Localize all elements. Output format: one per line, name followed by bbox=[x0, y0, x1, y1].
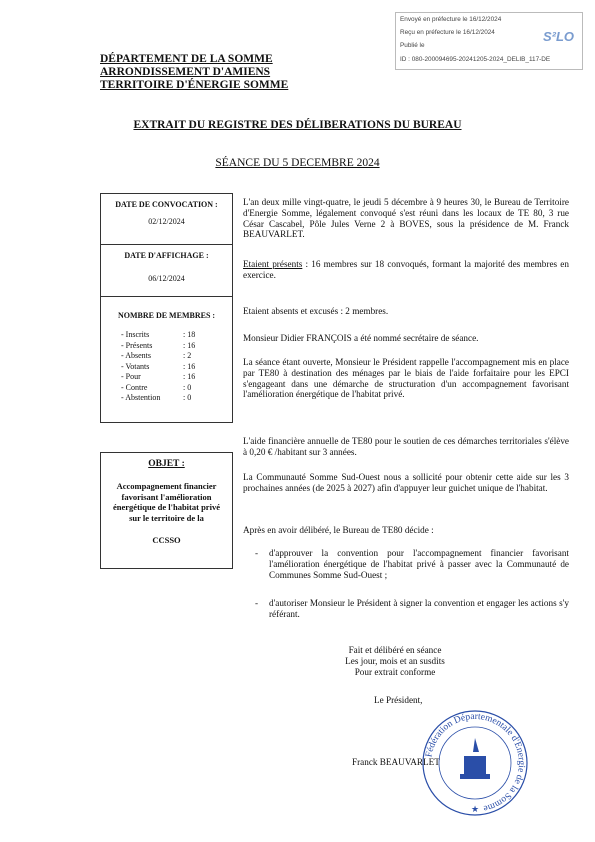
stamp-sent: Envoyé en préfecture le 16/12/2024 bbox=[400, 16, 502, 23]
stamp-id: ID : 080-200094695-20241205-2024_DELIB_117-DE bbox=[400, 56, 551, 63]
decision-item-2: - d'autoriser Monsieur le Président à signer la convention et engager les actions s'y référant. bbox=[255, 598, 569, 619]
president-title: Le Président, bbox=[374, 695, 423, 705]
prefecture-stamp bbox=[395, 12, 583, 70]
paragraph-secretary: Monsieur Didier FRANÇOIS a été nommé secrétaire de séance. bbox=[243, 333, 479, 343]
stamp-received: Reçu en préfecture le 16/12/2024 bbox=[400, 29, 495, 36]
paragraph-decision: Après en avoir délibéré, le Bureau de TE80 décide : bbox=[243, 525, 434, 535]
paragraph-request: La Communauté Somme Sud-Ouest nous a sollicité pour obtenir cette aide sur les 3 prochaines années (de 2025 à 2027) afin d'appuyer leur guichet unique de l'habitat. bbox=[243, 472, 569, 493]
seance-date: SÉANCE DU 5 DECEMBRE 2024 bbox=[215, 157, 380, 169]
presents-label: Etaient présents bbox=[243, 259, 303, 269]
objet-ccsso: CCSSO bbox=[152, 535, 181, 545]
closing-block bbox=[320, 645, 470, 678]
seal-emblem-icon bbox=[460, 738, 490, 779]
header-line-3: TERRITOIRE D'ÉNERGIE SOMME bbox=[100, 79, 289, 91]
paragraph-absents: Etaient absents et excusés : 2 membres. bbox=[243, 306, 389, 316]
members-title: NOMBRE DE MEMBRES : bbox=[117, 311, 216, 320]
member-row-presents: - Présents : 16 bbox=[121, 340, 196, 350]
federation-seal bbox=[420, 708, 530, 818]
objet-text: Accompagnement financier favorisant l'amélioration énergétique de l'habitat privé sur le territoire de la bbox=[113, 481, 220, 523]
paragraph-presents bbox=[243, 259, 569, 281]
member-row-inscrits: - Inscrits : 18 bbox=[121, 330, 196, 339]
closing-line-3: Pour extrait conforme bbox=[354, 667, 436, 677]
decision-item-1: - d'approuver la convention pour l'accompagnement financier favorisant l'amélioration énergétique de l'habitat privé à passer avec la Communauté de Communes Somme Sud-Ouest ; bbox=[255, 548, 569, 580]
closing-line-2: Les jour, mois et an susdits bbox=[345, 656, 445, 666]
member-row-absents: - Absents : 2 bbox=[121, 351, 192, 360]
affichage-box bbox=[100, 244, 233, 297]
department-header bbox=[100, 53, 288, 92]
closing-line-1: Fait et délibéré en séance bbox=[348, 645, 442, 655]
members-list bbox=[101, 330, 232, 404]
header-line-2: ARRONDISSEMENT D'AMIENS bbox=[100, 66, 271, 78]
affichage-title: DATE D'AFFICHAGE : bbox=[124, 251, 209, 260]
paragraph-aid-amount: L'aide financière annuelle de TE80 pour le soutien de ces démarches territoriales s'élève à 0,20 € /habitant sur 3 années. bbox=[243, 436, 569, 457]
paragraph-context: La séance étant ouverte, Monsieur le Président rappelle l'accompagnement mis en place par TE80 à destination des ménages par le biais de l'aide forfaitaire pour les EPCI s'engageant dans une démarche de structuration d'un accompagnement favorisant l'amélioration énergétique de l'habitat privé. bbox=[243, 357, 569, 400]
member-row-contre: - Contre : 0 bbox=[121, 382, 192, 392]
s2lo-logo: S²LO bbox=[542, 29, 574, 44]
convocation-title: DATE DE CONVOCATION : bbox=[115, 200, 218, 209]
member-row-votants: - Votants : 16 bbox=[121, 361, 196, 371]
convocation-date: 02/12/2024 bbox=[148, 217, 185, 226]
convocation-box bbox=[100, 193, 233, 245]
seal-text: Fédération Départementale d'Energie de la Somme bbox=[424, 711, 527, 814]
objet-box bbox=[100, 452, 233, 569]
member-row-pour: - Pour : 16 bbox=[121, 372, 196, 381]
stamp-published: Publié le bbox=[400, 42, 425, 49]
members-box bbox=[100, 296, 233, 423]
header-line-1: DÉPARTEMENT DE LA SOMME bbox=[100, 53, 273, 65]
presents-text: : 16 membres sur 18 convoqués, formant la majorité des membres en exercice. bbox=[243, 259, 569, 280]
document-title: EXTRAIT DU REGISTRE DES DÉLIBERATIONS DU BUREAU bbox=[133, 119, 462, 131]
affichage-date: 06/12/2024 bbox=[148, 274, 185, 283]
member-row-abstention: - Abstention : 0 bbox=[121, 393, 192, 402]
paragraph-opening: L'an deux mille vingt-quatre, le jeudi 5 décembre à 9 heures 30, le Bureau de Territoire d'Energie Somme, légalement convoqué s'est réuni dans les locaux de TE 80, 3 rue César Cascabel, Pôle Jules Verne 2 à BOVES, sous la présidence de M. Franck BEAUVARLET. bbox=[243, 197, 569, 240]
signatory-name: Franck BEAUVARLET bbox=[352, 757, 440, 767]
seal-star-icon: ★ bbox=[470, 804, 480, 814]
objet-title: OBJET : bbox=[148, 459, 185, 469]
